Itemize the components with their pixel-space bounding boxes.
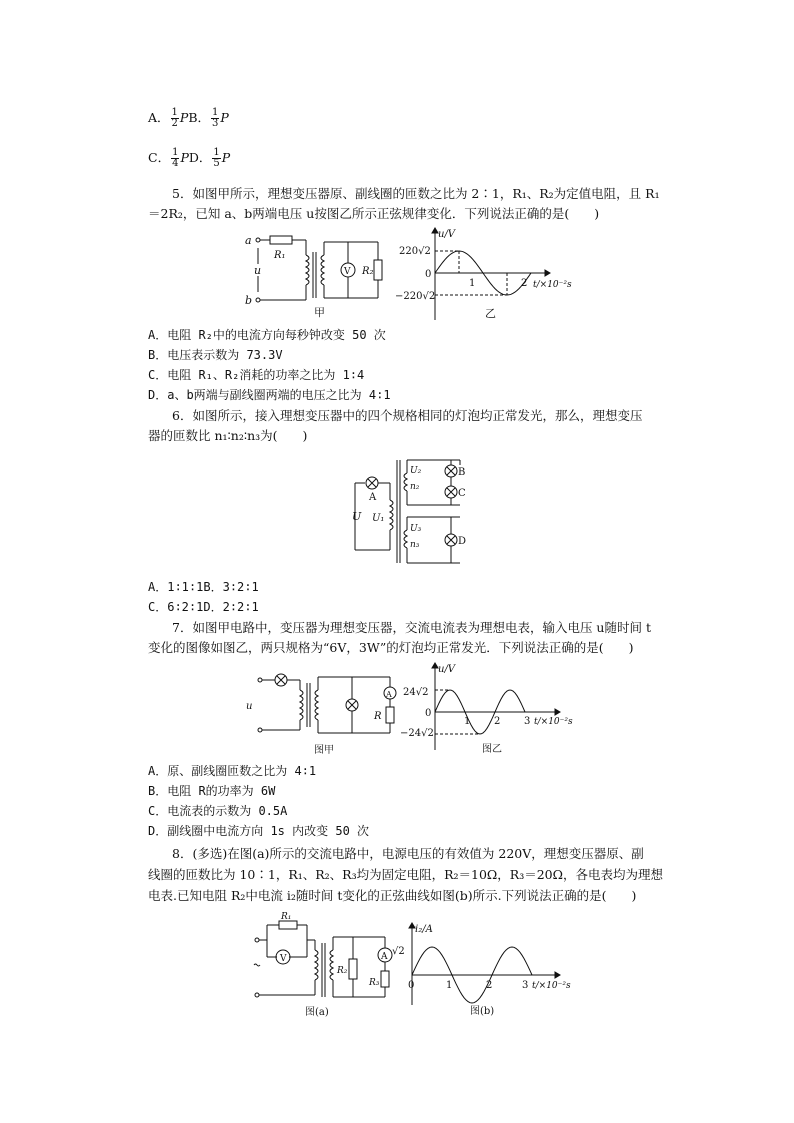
q5-stem-line-1: 5．如图甲所示，理想变压器原、副线圈的匝数之比为 2∶1，R₁、R₂为定值电阻，且 R₁ [172,186,660,201]
q8-label-r2: R₂ [337,966,348,976]
q4-option-row-2: C． $\frac{1}{4}$ PD． $\frac{1}{5}$ P [148,147,231,169]
q6-label-n3: n₃ [410,540,420,550]
q7-stem-line-2: 变化的图像如图乙，两只规格为“6V，3W”的灯泡均正常发光．下列说法正确的是( ) [148,640,634,655]
q8-graph-xlabel: t/×10⁻²s [532,981,571,991]
q7-ammeter-label: A [386,690,392,699]
q8-label-r1: R₁ [281,912,292,922]
q7-stem-line-1: 7．如图甲电路中，变压器为理想变压器，交流电流表为理想电表，输入电压 u随时间 t [172,620,651,635]
q7-graph-xlabel: t/×10⁻²s [534,717,573,727]
q7-graph-tick-1: 1 [464,716,471,727]
q8-caption-right: 图(b) [470,1006,495,1017]
q7-graph-ymax: 24√2 [403,687,429,698]
q7-graph-ylabel: u/V [438,664,456,675]
q5-option-b: B．电压表示数为 73.3V [148,348,283,362]
q7-graph-ymin: −24√2 [400,728,434,739]
q6-circuit-diagram [350,455,480,570]
q7-graph-origin: 0 [425,708,432,719]
q7-graph-tick-2: 2 [494,716,501,727]
q4-option-row-1: A． $\frac{1}{2}$ PB． $\frac{1}{3}$ P [148,107,229,129]
q8-caption-left: 图(a) [305,1007,329,1018]
q7-option-c: C．电流表的示数为 0.5A [148,804,288,818]
q7-graph-tick-3: 3 [524,716,531,727]
q8-graph-ylabel: i₂/A [415,924,433,935]
q8-circuit-diagram [245,912,395,1020]
q6-lamp-c-label: C [458,488,466,499]
q5-label-u: u [254,264,262,277]
q7-option-d: D．副线圈中电流方向 1s 内改变 50 次 [148,824,370,838]
q5-label-a: a [245,234,252,247]
q5-graph-ylabel: u/V [438,229,456,240]
q5-graph-ymax: 220√2 [399,246,431,257]
q5-graph-origin: 0 [425,269,432,280]
q5-graph-tick-2: 2 [521,278,528,289]
q7-caption-right: 图乙 [482,744,502,755]
q5-option-c: C．电阻 R₁、R₂消耗的功率之比为 1∶4 [148,368,365,382]
q7-caption-left: 图甲 [314,745,334,756]
q5-graph-tick-1: 1 [469,278,476,289]
q7-label-r: R [374,711,382,722]
q6-lamp-b-label: B [458,467,466,478]
q6-lamp-a-label: A [369,492,377,503]
q5-label-r1: R₁ [274,250,286,261]
q6-label-u1: U₁ [372,513,385,524]
q5-caption-left: 甲 [314,306,325,319]
q8-graph-tick-3: 3 [522,980,529,991]
q8-stem-line-1: 8．(多选)在图(a)所示的交流电路中，电源电压的有效值为 220V，理想变压器原、副 [172,846,644,861]
q5-caption-right: 乙 [485,307,496,320]
q5-option-a: A．电阻 R₂中的电流方向每秒钟改变 50 次 [148,328,386,342]
q6-label-n2: n₂ [410,482,420,492]
q7-voltage-graph [400,660,600,760]
q8-graph-origin: 0 [408,980,415,991]
q8-ammeter-label: A [381,952,388,962]
q7-option-a: A．原、副线圈匝数之比为 4∶1 [148,764,317,778]
q5-label-r2: R₂ [362,266,374,277]
q6-option-row-1: A．1∶1∶1B．3∶2∶1 [148,580,259,594]
q7-circuit-diagram [240,665,400,760]
q5-graph-xlabel: t/×10⁻²s [533,280,572,290]
q5-graph-ymin: −220√2 [395,291,436,302]
q5-option-d: D．a、b两端与副线圈两端的电压之比为 4∶1 [148,388,391,402]
q8-graph-tick-2: 2 [486,980,493,991]
q6-option-row-2: C．6∶2∶1D．2∶2∶1 [148,600,259,614]
q7-option-b: B．电阻 R的功率为 6W [148,784,276,798]
q8-stem-line-3: 电表.已知电阻 R₂中电流 i₂随时间 t变化的正弦曲线如图(b)所示.下列说法正确的是( ) [148,888,637,903]
q8-graph-tick-1: 1 [446,980,453,991]
q6-label-u2: U₂ [410,466,422,476]
q5-voltage-graph [395,225,595,330]
q8-voltmeter-label: V [280,954,287,964]
q8-graph-ymax: √2 [392,946,405,957]
q8-current-graph [392,920,600,1020]
q6-stem-line-2: 器的匝数比 n₁∶n₂∶n₃为( ) [148,428,308,443]
q5-voltmeter-label: V [344,267,351,277]
q7-label-u: u [246,701,253,712]
q6-label-u3: U₃ [410,524,422,534]
q5-label-b: b [245,294,253,307]
q6-label-u: U [352,510,362,523]
q6-stem-line-1: 6．如图所示，接入理想变压器中的四个规格相同的灯泡均正常发光，那么，理想变压 [172,408,643,423]
q5-circuit-diagram [240,230,390,320]
q5-stem-line-2: ＝2R₂，已知 a、b两端电压 u按图乙所示正弦规律变化．下列说法正确的是( ) [148,206,600,221]
q8-label-r3: R₃ [369,978,380,988]
q6-lamp-d-label: D [458,536,467,547]
q8-stem-line-2: 线圈的匝数比为 10∶1，R₁、R₂、R₃均为固定电阻，R₂＝10Ω，R₃＝20Ω，各电表均为理想 [148,867,663,882]
